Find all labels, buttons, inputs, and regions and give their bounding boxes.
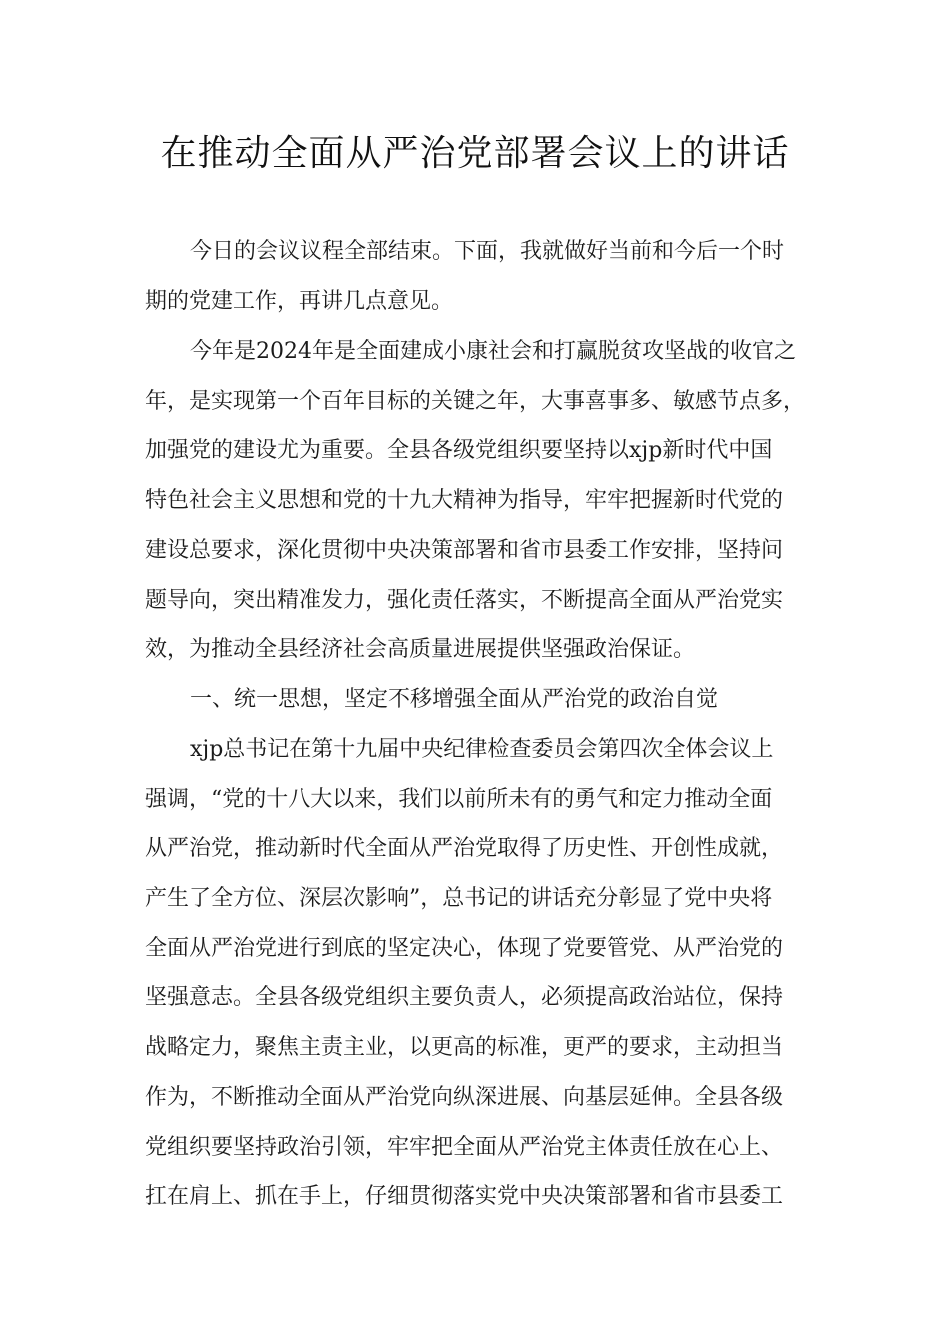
text-line: 期的党建工作，再讲几点意见。 [145, 289, 454, 314]
text-line: 题导向，突出精准发力，强化责任落实，不断提高全面从严治党实 [145, 588, 784, 613]
text-line: 强调，“党的十八大以来，我们以前所未有的勇气和定力推动全面 [145, 787, 773, 812]
text-line: 效，为推动全县经济社会高质量进展提供坚强政治保证。 [145, 637, 696, 662]
text-line: 坚强意志。全县各级党组织主要负责人，必须提高政治站位，保持 [145, 985, 784, 1010]
text-line: 今年是2024年是全面建成小康社会和打赢脱贫攻坚战的收官之 [190, 339, 796, 364]
text-line: 扛在肩上、抓在手上，仔细贯彻落实党中央决策部署和省市县委工 [145, 1184, 784, 1209]
text-line: 战略定力，聚焦主责主业，以更高的标准，更严的要求，主动担当 [145, 1035, 784, 1060]
text-line: 作为，不断推动全面从严治党向纵深进展、向基层延伸。全县各级 [145, 1085, 784, 1110]
document-title: 在推动全面从严治党部署会议上的讲话 [160, 133, 790, 174]
text-line: 党组织要坚持政治引领，牢牢把全面从严治党主体责任放在心上、 [145, 1135, 784, 1160]
text-line: 年，是实现第一个百年目标的关键之年，大事喜事多、敏感节点多， [145, 389, 806, 414]
text-line: 特色社会主义思想和党的十九大精神为指导，牢牢把握新时代党的 [145, 488, 784, 513]
section-heading: 一、统一思想，坚定不移增强全面从严治党的政治自觉 [190, 687, 719, 712]
text-line: 全面从严治党进行到底的坚定决心，体现了党要管党、从严治党的 [145, 936, 784, 961]
text-line: xjp总书记在第十九届中央纪律检查委员会第四次全体会议上 [190, 737, 774, 762]
text-line: 从严治党，推动新时代全面从严治党取得了历史性、开创性成就， [145, 836, 784, 861]
text-line: 今日的会议议程全部结束。下面，我就做好当前和今后一个时 [190, 239, 785, 264]
text-line: 产生了全方位、深层次影响”，总书记的讲话充分彰显了党中央将 [145, 886, 773, 911]
text-line: 加强党的建设尤为重要。全县各级党组织要坚持以xjp新时代中国 [145, 438, 773, 463]
text-line: 建设总要求，深化贯彻中央决策部署和省市县委工作安排，坚持问 [145, 538, 784, 563]
